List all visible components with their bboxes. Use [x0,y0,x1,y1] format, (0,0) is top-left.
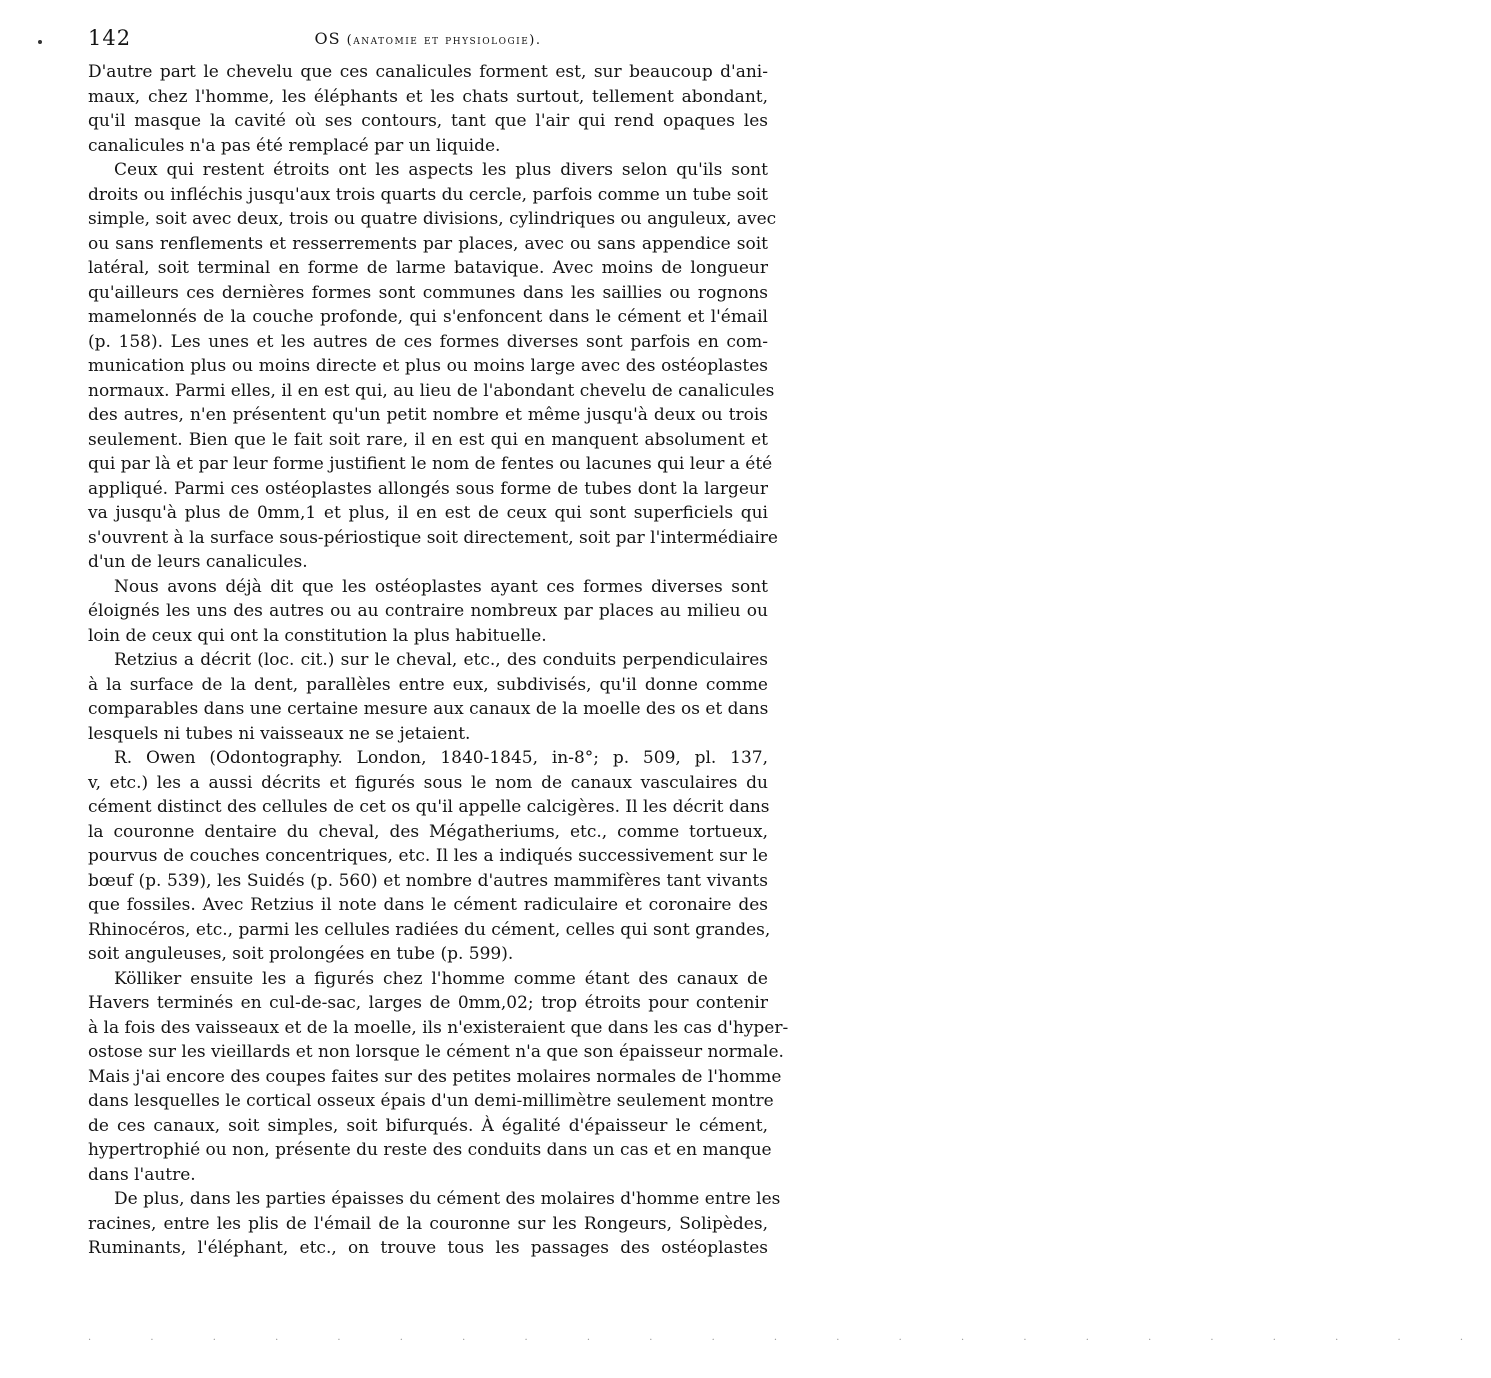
running-head [88,26,768,56]
text-line: Rhinocéros, etc., parmi les cellules radiées du cément, celles qui sont grandes, [88,919,771,940]
text-line: latéral, soit terminal en forme de larme batavique. Avec moins de longueur [88,258,768,278]
text-line: bœuf (p. 539), les Suidés (p. 560) et nombre d'autres mammifères tant vivants [88,870,768,891]
text-line: dans lesquelles le cortical osseux épais d'un demi-millimètre seulement montre [88,1091,774,1111]
text-line: munication plus ou moins directe et plus ou moins large avec des ostéoplastes [88,356,768,376]
text-line: qu'ailleurs ces dernières formes sont communes dans les saillies ou rognons [88,282,768,303]
text-line: qui par là et par leur forme justifient le nom de fentes ou lacunes qui leur a été [88,454,773,474]
margin-mark [38,40,42,44]
text-line: s'ouvrent à la surface sous-périostique soit directement, soit par l'intermédiaire [88,527,778,548]
text-line: hypertrophié ou non, présente du reste des conduits dans un cas et en manque [88,1140,772,1160]
text-line: racines, entre les plis de l'émail de la couronne sur les Rongeurs, Solipèdes, [88,1213,768,1234]
text-line: D'autre part le chevelu que ces canalicules forment est, sur beaucoup d'ani- [88,62,768,82]
text-line: d'un de leurs canalicules. [88,552,308,572]
text-line: à la surface de la dent, parallèles entre eux, subdivisés, qu'il donne comme [88,674,768,695]
text-line: Nous avons déjà dit que les ostéoplastes ayant ces formes diverses sont [114,576,768,597]
text-line: De plus, dans les parties épaisses du cément des molaires d'homme entre les [114,1189,781,1209]
body-text [88,60,789,1261]
text-line: dans l'autre. [88,1164,196,1185]
text-line: à la fois des vaisseaux et de la moelle, ils n'existeraient que dans les cas d'hyper- [88,1017,789,1038]
text-line: canalicules n'a pas été remplacé par un liquide. [88,135,501,156]
running-title-prefix: OS [314,29,341,48]
text-line: qu'il masque la cavité où ses contours, tant que l'air qui rend opaques les [88,111,768,131]
text-line: v, etc.) les a aussi décrits et figurés sous le nom de canaux vasculaires du [88,772,768,793]
page-number: 142 [88,26,132,50]
text-line: Kölliker ensuite les a figurés chez l'homme comme étant des canaux de [114,968,768,989]
text-line: (p. 158). Les unes et les autres de ces formes diverses sont parfois en com- [88,331,768,352]
text-line: droits ou infléchis jusqu'aux trois quarts du cercle, parfois comme un tube soit [88,184,768,205]
text-line: comparables dans une certaine mesure aux canaux de la moelle des os et dans [88,699,769,719]
text-line: mamelonnés de la couche profonde, qui s'enfoncent dans le cément et l'émail [88,307,768,327]
running-title-subtitle: (anatomie et physiologie). [346,33,542,48]
text-line: que fossiles. Avec Retzius il note dans le cément radiculaire et coronaire des [88,895,768,915]
text-line: ou sans renflements et resserrements par places, avec ou sans appendice soit [88,233,768,254]
text-line: seulement. Bien que le fait soit rare, il en est qui en manquent absolument et [88,429,768,450]
text-line: R. Owen (Odontography. London, 1840-1845, in-8°; p. 509, pl. 137, [114,748,768,768]
text-line: la couronne dentaire du cheval, des Mégatheriums, etc., comme tortueux, [88,821,768,842]
running-title [88,29,768,48]
text-line: Mais j'ai encore des coupes faites sur des petites molaires normales de l'homme [88,1066,782,1087]
text-line: Ceux qui restent étroits ont les aspects les plus divers selon qu'ils sont [114,160,768,180]
text-line: simple, soit avec deux, trois ou quatre divisions, cylindriques ou anguleux, avec [88,209,777,229]
text-line: pourvus de couches concentriques, etc. Il les a indiqués successivement sur le [88,846,768,866]
text-line: appliqué. Parmi ces ostéoplastes allongés sous forme de tubes dont la largeur [88,478,768,499]
text-line: lesquels ni tubes ni vaisseaux ne se jetaient. [88,723,471,744]
text-line: éloignés les uns des autres ou au contraire nombreux par places au milieu ou [88,601,768,621]
text-line: Havers terminés en cul-de-sac, larges de 0mm,02; trop étroits pour contenir [88,993,768,1013]
text-line: Retzius a décrit (loc. cit.) sur le cheval, etc., des conduits perpendiculaires [114,650,768,670]
text-line: des autres, n'en présentent qu'un petit nombre et même jusqu'à deux ou trois [88,405,768,425]
text-line: va jusqu'à plus de 0mm,1 et plus, il en est de ceux qui sont superficiels qui [88,503,768,523]
bottom-scan-marks: · · · · · · · · · · · · · · · · · · · · · · · [88,1335,1491,1346]
text-line: maux, chez l'homme, les éléphants et les chats surtout, tellement abondant, [88,86,768,107]
text-line: soit anguleuses, soit prolongées en tube (p. 599). [88,944,514,964]
text-line: cément distinct des cellules de cet os qu'il appelle calcigères. Il les décrit dans [88,797,770,817]
text-line: loin de ceux qui ont la constitution la plus habituelle. [88,625,547,646]
text-line: Ruminants, l'éléphant, etc., on trouve tous les passages des ostéoplastes [88,1238,768,1258]
text-line: de ces canaux, soit simples, soit bifurqués. À égalité d'épaisseur le cément, [88,1115,768,1136]
text-line: normaux. Parmi elles, il en est qui, au lieu de l'abondant chevelu de canalicules [88,380,775,401]
text-line: ostose sur les vieillards et non lorsque le cément n'a que son épaisseur normale. [88,1042,784,1062]
